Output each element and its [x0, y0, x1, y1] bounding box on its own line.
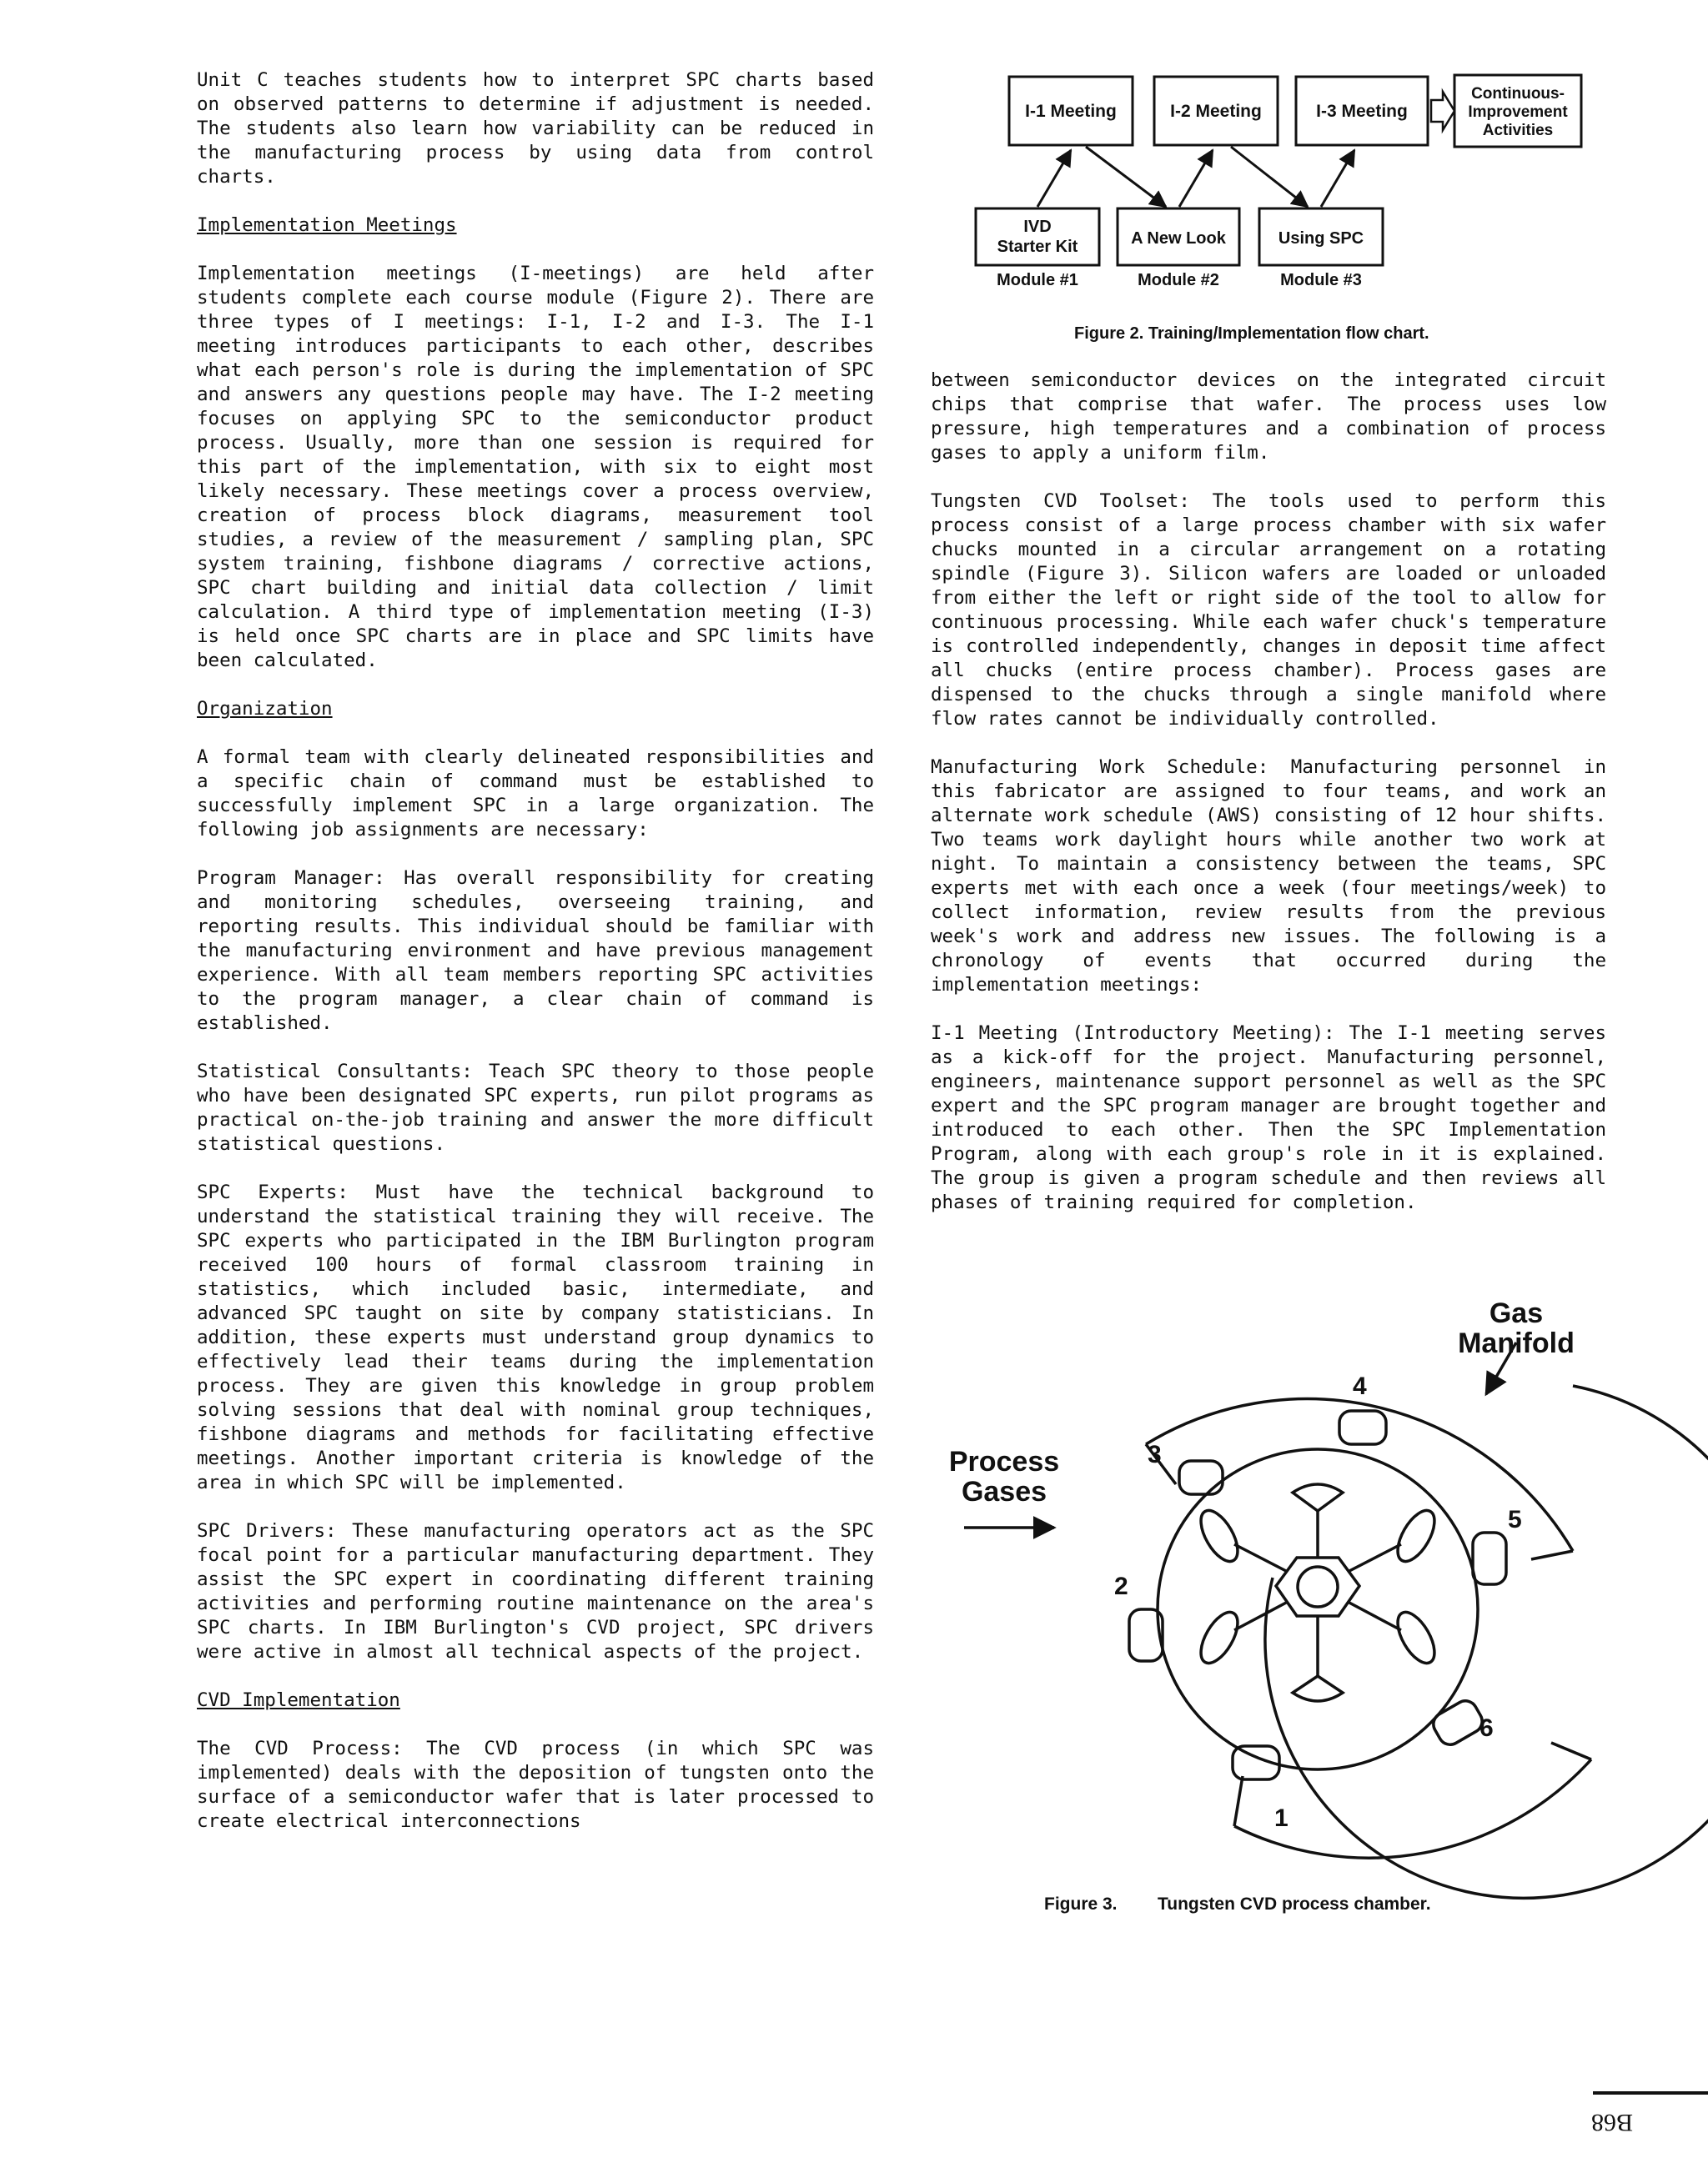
wafer-chuck-3 [1179, 1461, 1223, 1494]
paragraph-gap [931, 731, 1606, 755]
label-gas: Gas [1489, 1297, 1544, 1329]
label-gases: Gases [961, 1476, 1047, 1508]
paragraph-gap [197, 1157, 874, 1181]
body-paragraph: SPC Drivers: These manufacturing operators act as the SPC focal point for a particular manufacturing department. They assist the SPC expert in coordinating different training activities and performing routine maintenance on the area's SPC charts. In IBM Burlington's CVD project, SPC drivers were active in almost all technical aspects of the project. [197, 1520, 874, 1663]
figure-2-caption: Figure 2. Training/Implementation flow chart. [1074, 324, 1429, 343]
label-starter-kit: Starter Kit [997, 238, 1078, 256]
paragraph-gap [197, 721, 874, 745]
label-manifold: Manifold [1458, 1327, 1575, 1359]
module-1-label: Module #1 [997, 271, 1078, 289]
wafer-chuck-5 [1473, 1533, 1506, 1584]
body-paragraph: Program Manager: Has overall responsibility for creating and monitoring schedules, overseeing training, and reporting results. This individual should be familiar with the manufacturing environment and have previous management experience. With all team members reporting SPC activities to the program manager, a clear chain of command is established. [197, 867, 874, 1034]
label-a-new-look: A New Look [1131, 229, 1226, 248]
paragraph-gap [197, 1036, 874, 1060]
chuck-number-4: 4 [1353, 1373, 1367, 1400]
paragraph-gap [197, 1713, 874, 1737]
rotating-platen [1158, 1449, 1478, 1769]
page-number-rule [1593, 2091, 1708, 2095]
chuck-number-5: 5 [1508, 1506, 1522, 1533]
label-ci-line3: Activities [1482, 122, 1554, 139]
paragraph-gap [197, 842, 874, 866]
wafer-chuck-4 [1339, 1411, 1386, 1444]
body-paragraph: I-1 Meeting (Introductory Meeting): The I-1 meeting serves as a kick-off for the project. Manufacturing personnel, engineers, maintenance support personnel as well as the SPC expert and the SPC program manager are brought together and introduced to each other. Then the SPC Implementation Program, along with each group's role in it is explained. The group is given a program schedule and then reviews all phases of training required for completion. [931, 1022, 1606, 1213]
figure-3-caption-number: Figure 3. [1044, 1894, 1118, 1914]
chuck-number-3: 3 [1148, 1441, 1162, 1468]
wafer-chuck-1 [1233, 1746, 1279, 1779]
chuck-number-6: 6 [1479, 1714, 1494, 1742]
label-ci-line2: Improvement [1468, 103, 1568, 121]
paragraph-gap [931, 997, 1606, 1021]
page-number: B68 [1591, 2109, 1634, 2136]
spindle-hub [1276, 1558, 1359, 1616]
figure-2-flowchart [0, 0, 1708, 350]
gas-manifold-ring [1146, 1399, 1573, 1551]
section-heading: Implementation Meetings [197, 214, 457, 236]
chuck-number-1: 1 [1274, 1804, 1289, 1832]
paragraph-gap [197, 1495, 874, 1519]
body-paragraph: Implementation meetings (I-meetings) are held after students complete each course module (Figure 2). There are three types of I meetings: I-1, I-2 and I-3. The I-1 meeting introduces participants to each other, describes what each person's role is during the implementation of SPC and answers any questions people may have. The I-2 meeting focuses on applying SPC to the semiconductor product process. Usually, more than one session is required for this part of the implementation, with six to eight most likely necessary. These meetings cover a process overview, creation of process block diagrams, measurement tool studies, a review of the measurement / sampling plan, SPC system training, fishbone diagrams / corrective actions, SPC chart building and initial data collection / limit calculation. A third type of implementation meeting (I-3) is held once SPC charts are in place and SPC limits have been calculated. [197, 263, 874, 671]
label-i3-meeting: I-3 Meeting [1316, 102, 1408, 121]
section-heading: Organization [197, 698, 333, 720]
wafer-chuck-6 [1429, 1697, 1486, 1749]
module-2-label: Module #2 [1138, 271, 1219, 289]
label-using-spc: Using SPC [1278, 229, 1364, 248]
body-paragraph: between semiconductor devices on the integrated circuit chips that comprise that wafer. The process uses low pressure, high temperatures and a combination of process gases to apply a uniform film. [931, 369, 1606, 464]
body-paragraph: Unit C teaches students how to interpret SPC charts based on observed patterns to determine if adjustment is needed. The students also learn how variability can be reduced in the manufacturing process by using data from control charts. [197, 69, 874, 188]
paragraph-gap [931, 465, 1606, 489]
label-ivd: IVD [1023, 218, 1052, 236]
chamber-outer-wall [1265, 1386, 1708, 1898]
body-paragraph: Manufacturing Work Schedule: Manufacturing personnel in this fabricator are assigned to four teams, and work an alternate work schedule (AWS) consisting of 12 hour shifts. Two teams work daylight hours while another two work at night. To maintain a consistency between the teams, SPC experts met with each once a week (four meetings/week) to collect information, review results from the previous week's work and address new issues. The following is a chronology of events that occurred during the implementation meetings: [931, 756, 1606, 996]
body-paragraph: Statistical Consultants: Teach SPC theory to those people who have been designated SPC experts, run pilot programs as practical on-the-job training and answer the more difficult statistical questions. [197, 1061, 874, 1155]
wafer-chuck-2 [1129, 1609, 1163, 1661]
right-column [931, 369, 1606, 1215]
label-ci-line1: Continuous- [1471, 85, 1565, 103]
section-heading: CVD Implementation [197, 1689, 400, 1711]
label-process: Process [948, 1446, 1060, 1478]
label-i2-meeting: I-2 Meeting [1170, 102, 1262, 121]
chuck-number-2: 2 [1114, 1573, 1128, 1600]
body-paragraph: A formal team with clearly delineated responsibilities and a specific chain of command must be established to successfully implement SPC in a large organization. The following job assignments are necessary: [197, 746, 874, 841]
body-paragraph: Tungsten CVD Toolset: The tools used to perform this process consist of a large process chamber with six wafer chucks mounted in a circular arrangement on a rotating spindle (Figure 3). Silicon wafers are loaded or unloaded from either the left or right side of the tool to allow for continuous processing. While each wafer chuck's temperature is controlled independently, changes in deposit time affect all chucks (entire process chamber). Process gases are dispensed to the chucks through a single manifold where flow rates cannot be individually controlled. [931, 490, 1606, 730]
body-paragraph: The CVD Process: The CVD process (in which SPC was implemented) deals with the deposition of tungsten onto the surface of a semiconductor wafer that is later processed to create electrical interconnections [197, 1738, 874, 1832]
body-paragraph: SPC Experts: Must have the technical background to understand the statistical training they will receive. The SPC experts who participated in the IBM Burlington program received 100 hours of formal classroom training in statistics, which included basic, intermediate, and advanced SPC taught on site by company statisticians. In addition, these experts must understand group dynamics to effectively lead their teams during the implementation process. They are given this knowledge in group problem solving sessions that deal with nominal group techniques, fishbone diagrams and methods for facilitating effective meetings. Another important criteria is knowledge of the area in which SPC will be implemented. [197, 1182, 874, 1493]
paragraph-gap [197, 1664, 874, 1689]
module-3-label: Module #3 [1280, 271, 1362, 289]
paragraph-gap [197, 673, 874, 697]
figure-3-caption-text: Tungsten CVD process chamber. [1158, 1894, 1431, 1914]
label-i1-meeting: I-1 Meeting [1025, 102, 1117, 121]
